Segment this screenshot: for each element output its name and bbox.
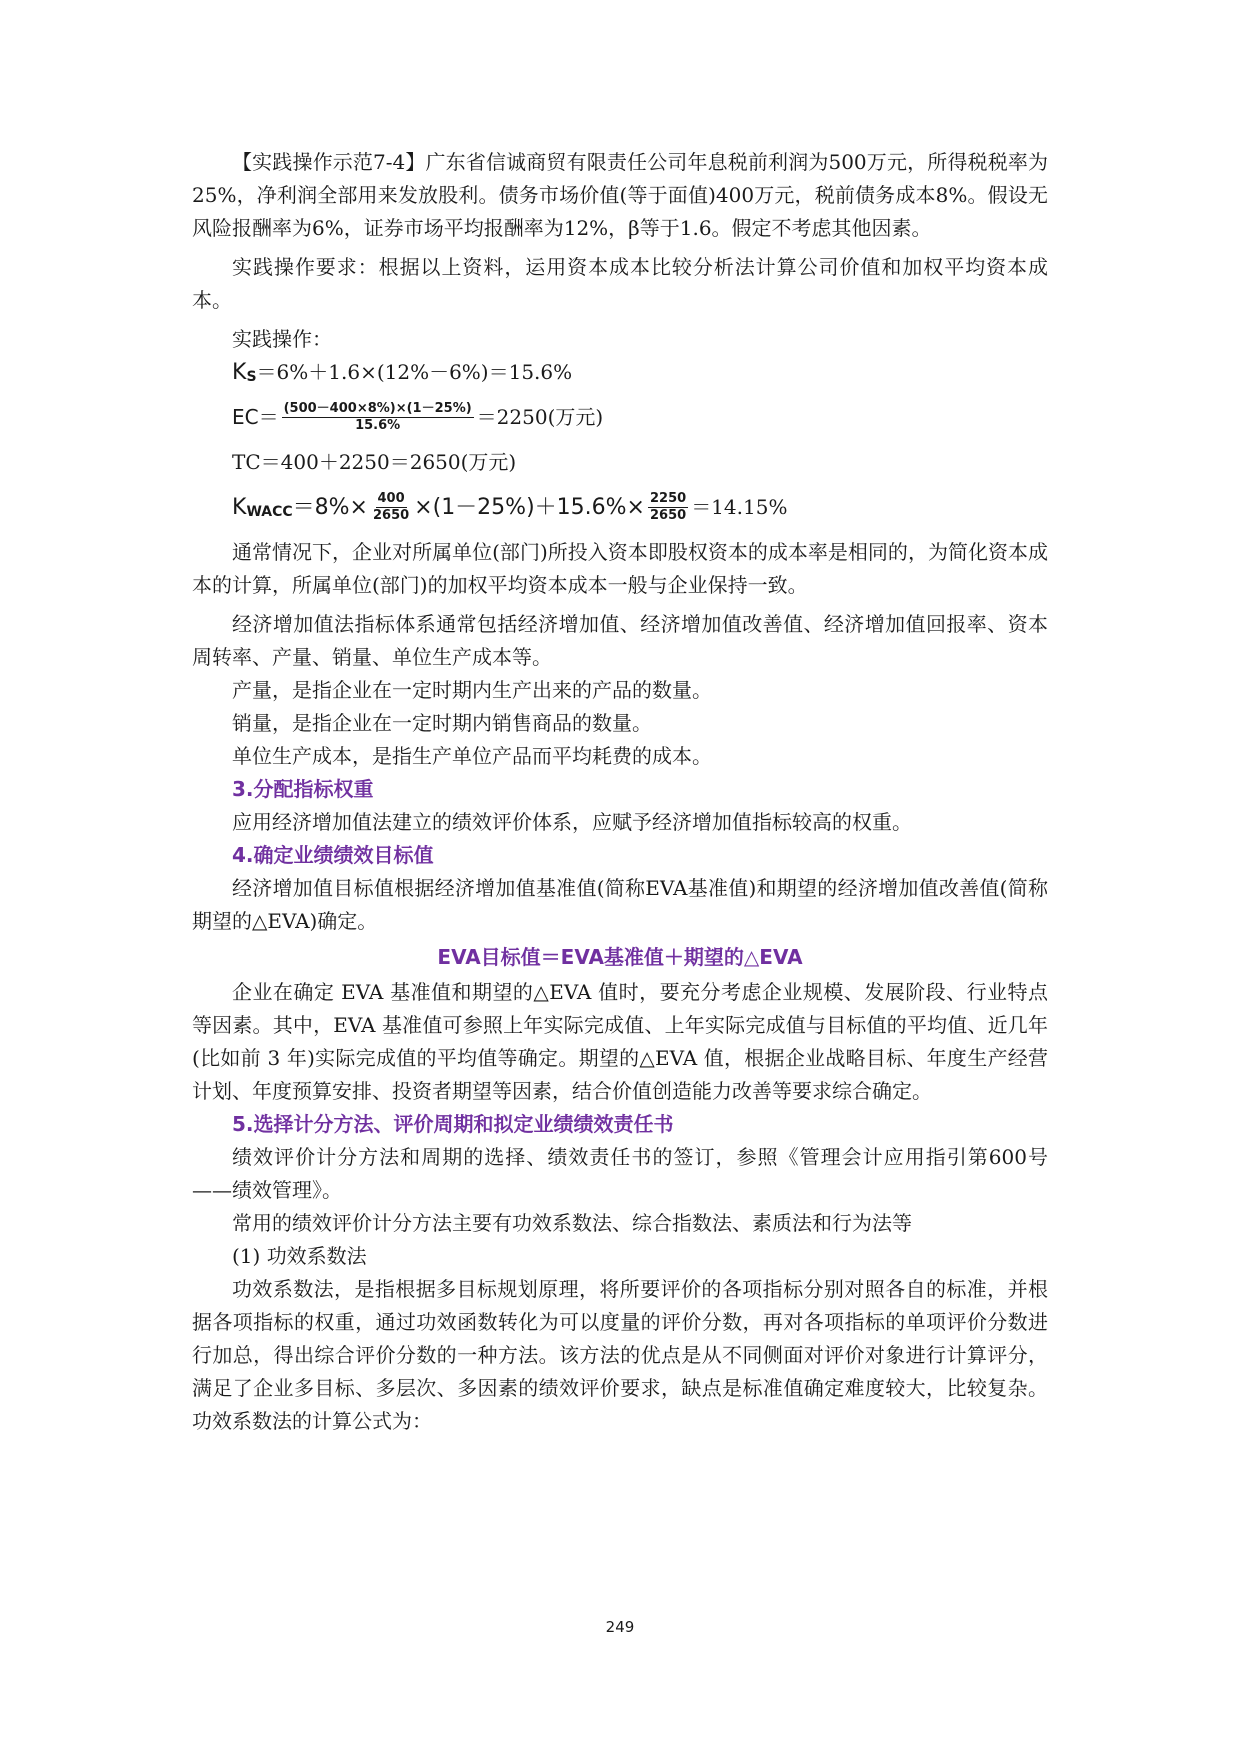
operation-label: 实践操作： [232, 327, 332, 351]
ks-symbol: K [232, 360, 247, 385]
common-methods-paragraph: 常用的绩效评价计分方法主要有功效系数法、综合指数法、素质法和行为法等 [232, 1211, 912, 1235]
kwacc-f2-denominator: 2650 [650, 508, 687, 523]
kwacc-part-b: ×(1－25%)＋15.6%× [414, 495, 645, 520]
indicator-system-paragraph: 经济增加值法指标体系通常包括经济增加值、经济增加值改善值、经济增加值回报率、资本周转率、产量、销量、单位生产成本等。 [192, 612, 1048, 669]
kwacc-symbol: K [232, 495, 247, 520]
ec-formula [192, 401, 1048, 434]
section-heading-3: 3.分配指标权重 [232, 777, 374, 801]
scoring-method-paragraph: 绩效评价计分方法和周期的选择、绩效责任书的签订，参照《管理会计应用指引第600号——绩效管理》。 [192, 1145, 1048, 1202]
unit-cost-definition: 单位生产成本，是指生产单位产品而平均耗费的成本。 [232, 744, 712, 768]
tc-expression: TC＝400＋2250＝2650(万元) [232, 450, 517, 474]
tc-formula [192, 446, 1048, 479]
kwacc-part-a: ＝8%× [292, 495, 368, 520]
kwacc-subscript: WACC [246, 504, 293, 520]
ks-subscript: S [246, 369, 257, 385]
wacc-note-paragraph: 通常情况下，企业对所属单位(部门)所投入资本即股权资本的成本率是相同的，为简化资本成本的计算，所属单位(部门)的加权平均资本成本一般与企业保持一致。 [192, 540, 1048, 597]
sales-definition: 销量，是指企业在一定时期内销售商品的数量。 [232, 711, 652, 735]
requirement-paragraph: 实践操作要求：根据以上资料，运用资本成本比较分析法计算公司价值和加权平均资本成本。 [192, 255, 1048, 312]
kwacc-fraction-1 [371, 491, 411, 524]
ec-lhs: EC＝ [232, 405, 279, 429]
section-heading-5: 5.选择计分方法、评价周期和拟定业绩绩效责任书 [232, 1112, 674, 1136]
eva-target-formula: EVA目标值＝EVA基准值＋期望的△EVA [437, 945, 803, 969]
kwacc-f1-numerator: 400 [377, 491, 405, 506]
baseline-paragraph: 企业在确定 EVA 基准值和期望的△EVA 值时，要充分考虑企业规模、发展阶段、行业特点等因素。其中，EVA 基准值可参照上年实际完成值、上年实际完成值与目标值的平均值、近几年(比如前 3 年)实际完成值的平均值等确定。期望的△EVA 值，根据企业战略目标、年度生产经营计划、年度预算安排、投资者期望等因素，结合价值创造能力改善等要求综合确定。 [192, 980, 1048, 1103]
page-number: 249 [605, 1618, 635, 1636]
ec-rhs: ＝2250(万元) [476, 405, 604, 429]
kwacc-f2-numerator: 2250 [650, 491, 687, 506]
ec-fraction [282, 401, 474, 434]
kwacc-formula [192, 491, 1048, 524]
kwacc-fraction-2 [648, 491, 688, 524]
example-paragraph: 【实践操作示范7-4】广东省信诚商贸有限责任公司年息税前利润为500万元，所得税税率为25%，净利润全部用来发放股利。债务市场价值(等于面值)400万元，税前债务成本8%。假设无风险报酬率为6%，证券市场平均报酬率为12%，β等于1.6。假定不考虑其他因素。 [192, 150, 1048, 240]
efficacy-method-label: (1) 功效系数法 [232, 1244, 367, 1268]
ec-numerator: (500－400×8%)×(1－25%) [283, 401, 472, 416]
ec-denominator: 15.6% [355, 418, 401, 433]
ks-formula [192, 356, 1048, 389]
kwacc-result: ＝14.15% [691, 495, 788, 519]
document-page [192, 146, 1048, 1438]
efficacy-method-paragraph: 功效系数法，是指根据多目标规划原理，将所要评价的各项指标分别对照各自的标准，并根据各项指标的权重，通过功效函数转化为可以度量的评价分数，再对各项指标的单项评价分数进行加总，得出综合评价分数的一种方法。该方法的优点是从不同侧面对评价对象进行计算评分，满足了企业多目标、多层次、多因素的绩效评价要求，缺点是标准值确定难度较大，比较复杂。功效系数法的计算公式为： [192, 1277, 1048, 1433]
ks-expression: ＝6%＋1.6×(12%－6%)＝15.6% [256, 360, 573, 384]
weight-paragraph: 应用经济增加值法建立的绩效评价体系，应赋予经济增加值指标较高的权重。 [232, 810, 912, 834]
target-value-paragraph: 经济增加值目标值根据经济增加值基准值(简称EVA基准值)和期望的经济增加值改善值(简称期望的△EVA)确定。 [192, 876, 1048, 933]
kwacc-f1-denominator: 2650 [372, 508, 410, 523]
section-heading-4: 4.确定业绩绩效目标值 [232, 843, 434, 867]
output-definition: 产量，是指企业在一定时期内生产出来的产品的数量。 [232, 678, 712, 702]
